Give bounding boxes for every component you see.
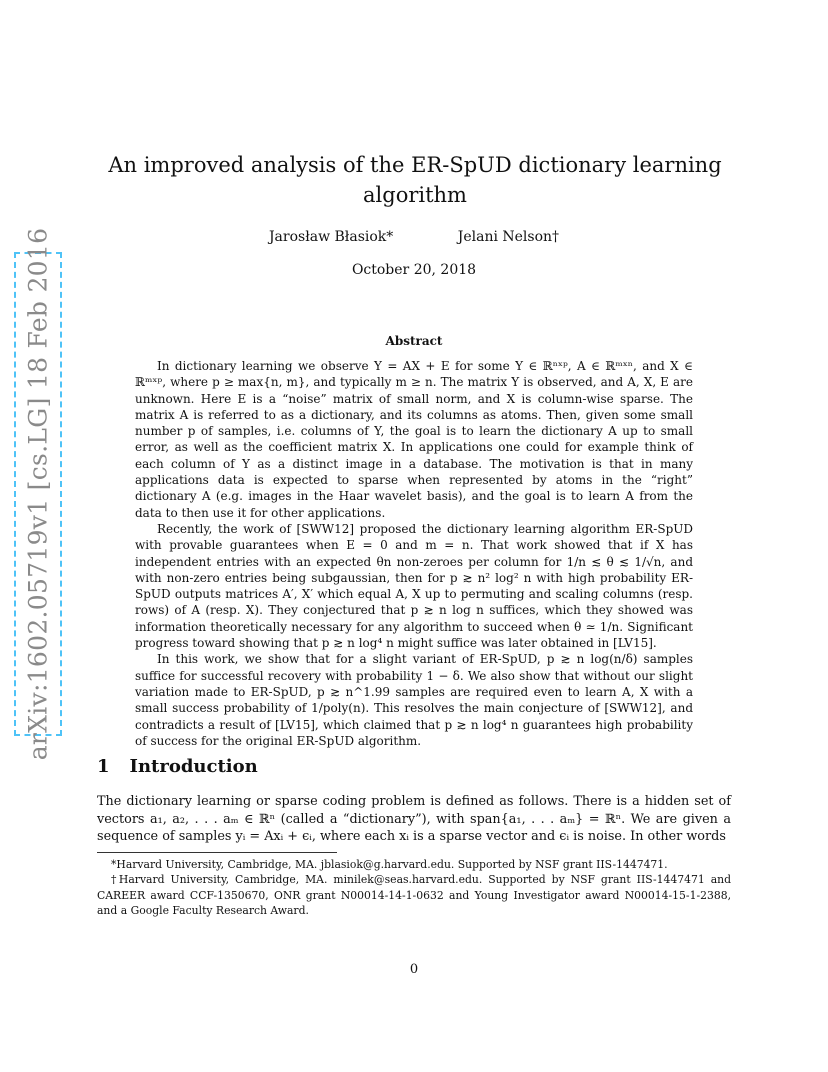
paper-date: October 20, 2018 <box>351 262 477 278</box>
section-title: Introduction <box>129 756 258 777</box>
footnote-rule <box>97 852 337 853</box>
abstract-paragraph-3: In this work, we show that for a slight variant of ER-SpUD, p ≳ n log(n/δ) samples suffice for successful recovery with probability 1 − δ. We also show that without our slight variation made to ER-SpUD, p ≳ n^1.99 samples are required even to learn A, X with a small success probability of 1/poly(n). This resolves the main conjecture of [SWW12], and contradicts a result of [LV15], which claimed that p ≳ n log⁴ n guarantees high probability of success for the original ER-SpUD algorithm. <box>135 652 693 748</box>
abstract-paragraph-2: Recently, the work of [SWW12] proposed the dictionary learning algorithm ER-SpUD with provable guarantees when E = 0 and m = n. That work showed that if X has independent entries with an expected θn non-zeroes per column for 1/n ≲ θ ≲ 1/√n, and with non-zero entries being subgaussian, then for p ≳ n² log² n with high probability ER-SpUD outputs matrices A′, X′ which equal A, X up to permuting and scaling columns (resp. rows) of A (resp. X). They conjectured that p ≳ n log n suffices, which they showed was information theoretically necessary for any algorithm to succeed when θ ≃ 1/n. Significant progress toward showing that p ≳ n log⁴ n might suffice was later obtained in [LV15]. <box>135 521 693 651</box>
footnote-2: †Harvard University, Cambridge, MA. minilek@seas.harvard.edu. Supported by NSF grant IIS-1447471 and CAREER award CCF-1350670, ONR grant N00014-14-1-0632 and Young Investigator award N00014-15-1-2388, and a Google Faculty Research Award. <box>97 873 731 918</box>
section-heading <box>97 756 258 777</box>
section-number: 1 <box>97 756 110 777</box>
footnote-1: *Harvard University, Cambridge, MA. jblasiok@g.harvard.edu. Supported by NSF grant IIS-1447471. <box>111 858 668 871</box>
author-2: Jelani Nelson† <box>457 229 560 245</box>
author-1: Jarosław Błasiok* <box>268 229 394 245</box>
paper-title: An improved analysis of the ER-SpUD dictionary learning algorithm <box>108 153 722 207</box>
author-list <box>0 229 828 245</box>
arxiv-stamp: arXiv:1602.05719v1 [cs.LG] 18 Feb 2016 <box>23 227 53 761</box>
abstract-paragraph-1: In dictionary learning we observe Y = AX + E for some Y ∈ ℝⁿˣᵖ, A ∈ ℝᵐˣⁿ, and X ∈ ℝᵐˣᵖ, where p ≥ max{n, m}, and typically m ≥ n. The matrix Y is observed, and A, X, E are unknown. Here E is a “noise” matrix of small norm, and X is column-wise sparse. The matrix A is referred to as a dictionary, and its columns as atoms. Then, given some small number p of samples, i.e. columns of Y, the goal is to learn the dictionary A up to small error, as well as the coefficient matrix X. In applications one could for example think of each column of Y as a distinct image in a database. The motivation is that in many applications data is expected to sparse when represented by atoms in the “right” dictionary A (e.g. images in the Haar wavelet basis), and the goal is to learn A from the data to then use it for other applications. <box>135 359 693 520</box>
intro-paragraph: The dictionary learning or sparse coding problem is defined as follows. There is a hidden set of vectors a₁, a₂, . . . aₘ ∈ ℝⁿ (called a “dictionary”), with span{a₁, . . . aₘ} = ℝⁿ. We are given a sequence of samples yᵢ = Axᵢ + ϵᵢ, where each xᵢ is a sparse vector and ϵᵢ is noise. In other words <box>97 794 731 844</box>
abstract-body <box>135 358 693 749</box>
page-number: 0 <box>409 962 419 977</box>
footnotes <box>97 857 731 919</box>
abstract-heading: Abstract <box>385 334 443 348</box>
